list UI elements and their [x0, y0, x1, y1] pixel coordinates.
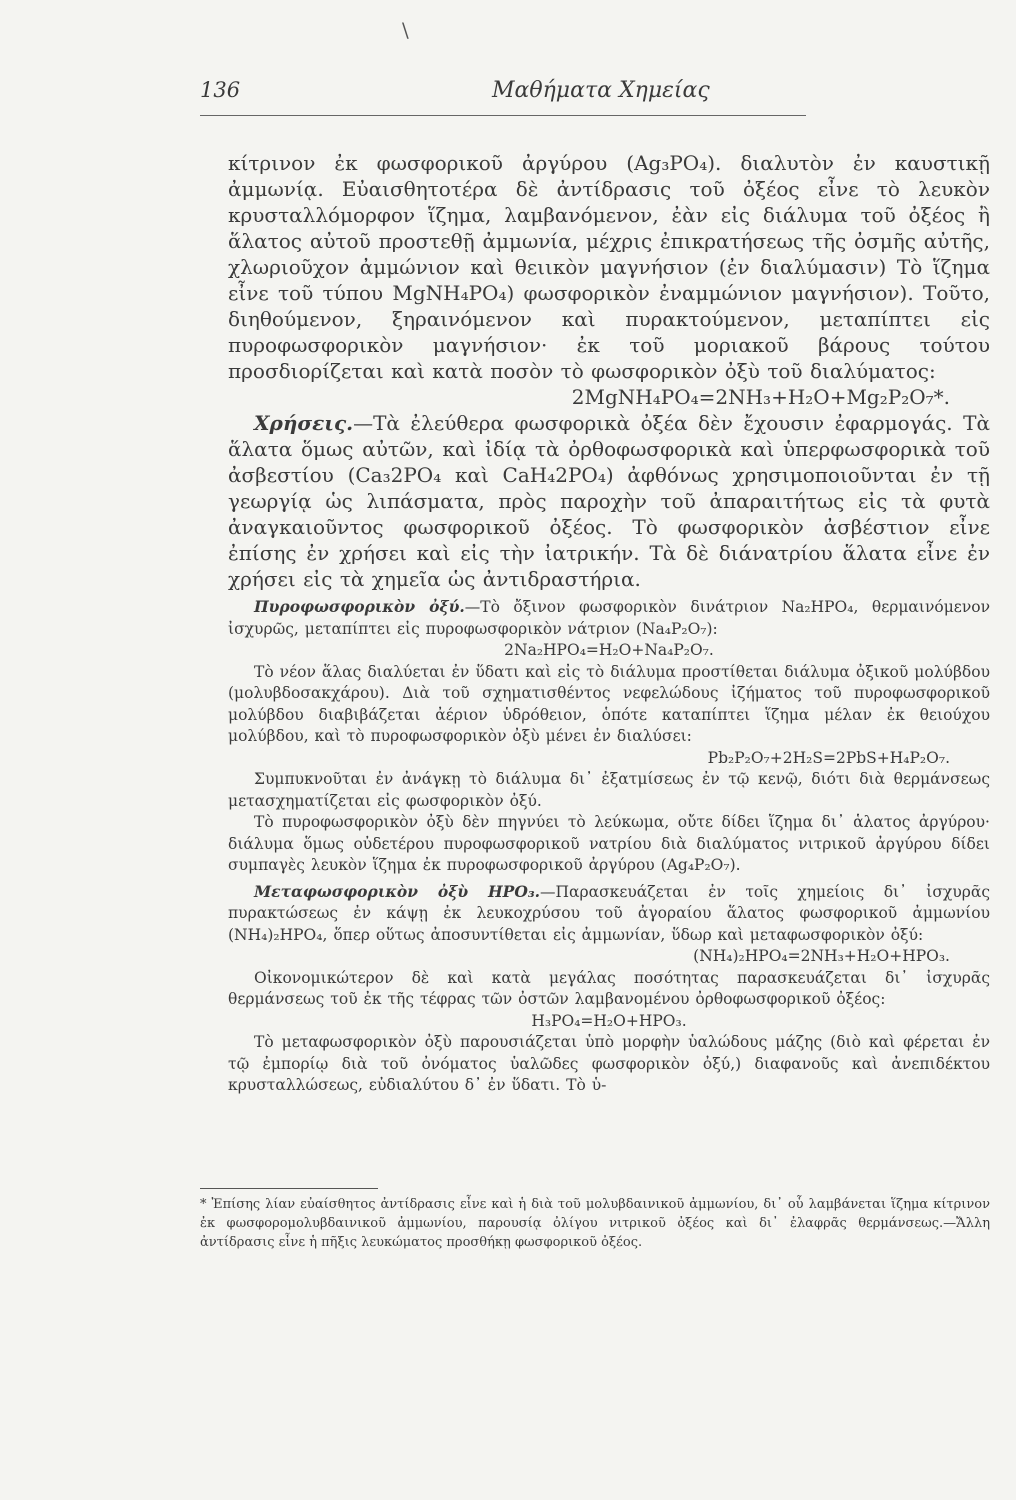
equation-magnesium: 2MgNH₄PO₄=2NH₃+H₂O+Mg₂P₂O₇*.	[571, 385, 950, 409]
pyro-heading: Πυροφωσφορικὸν ὀξύ.	[254, 597, 465, 616]
equation-ammonium: (NH₄)₂HPO₄=2NH₃+H₂O+HPO₃.	[693, 947, 950, 965]
paragraph-metaphosphoric	[228, 881, 990, 947]
paragraph-concentration: Συμπυκνοῦται ἐν ἀνάγκῃ τὸ διάλυμα δι᾿ ἐξατμίσεως ἐν τῷ κενῷ, διότι διὰ θερμάνσεως μετασχηματίζεται εἰς φωσφορικὸν ὀξύ.	[228, 770, 990, 810]
paragraph-lead-salt: Τὸ νέον ἅλας διαλύεται ἐν ὕδατι καὶ εἰς τὸ διάλυμα προστίθεται διάλυμα ὀξικοῦ μολύβδου (μολυβδοσακχάρου). Διὰ τοῦ σχηματισθέντος νεφελώδους ἰζήματος τοῦ πυροφωσφορικοῦ μολύβδου διαβιβάζεται ἀέριον ὑδρόθειον, ὁπότε καταπίπτει ἵζημα μέλαν ἐκ θειούχου μολύβδου, καὶ τὸ πυροφωσφορικὸν ὀξὺ μένει ἐν διαλύσει:	[228, 662, 990, 745]
uses-heading: Χρήσεις.	[254, 411, 354, 435]
paragraph-pyrophosphoric	[228, 596, 990, 640]
pyro-text: —Τὸ ὄξινον φωσφορικὸν δινάτριον Na₂HPO₄, θερμαινόμενον ἰσχυρῶς, μεταπίπτει εἰς πυροφωσφορικὸν νάτριον (Na₄P₂O₇):	[228, 598, 990, 638]
equation-orthophosphoric: H₃PO₄=H₂O+HPO₃.	[531, 1011, 687, 1030]
footnote-rule	[200, 1188, 378, 1189]
paragraph-uses	[228, 410, 990, 592]
page-body	[228, 150, 990, 1097]
running-title: Μαθήματα Χημείας	[492, 78, 710, 103]
header-rule	[200, 115, 806, 116]
stray-mark: \	[402, 18, 409, 42]
meta-heading: Μεταφωσφορικὸν ὀξὺ HPO₃.	[254, 881, 541, 901]
equation-sodium-pyro: 2Na₂HPO₄=H₂O+Na₄P₂O₇.	[504, 641, 714, 659]
uses-text: —Τὰ ἐλεύθερα φωσφορικὰ ὀξέα δὲν ἔχουσιν ἐφαρμογάς. Τὰ ἅλατα ὅμως αὐτῶν, καὶ ἰδίᾳ τὰ ὀρθοφωσφορικὰ καὶ ὑπερφωσφορικὰ τοῦ ἀσβεστίου (Ca₃2PO₄ καὶ CaH₄2PO₄) ἀφθόνως χρησιμοποιοῦνται ἐν τῇ γεωργίᾳ ὡς λιπάσματα, πρὸς παροχὴν τοῦ ἀπαραιτήτως εἰς τὰ φυτὰ ἀναγκαιοῦντος φωσφορικοῦ ὀξέος. Τὸ φωσφορικὸν ἀσβέστιον εἶνε ἐπίσης ἐν χρήσει καὶ εἰς τὴν ἰατρικήν. Τὰ δὲ διάνατρίου ἅλατα εἶνε ἐν χρήσει εἰς τὰ χημεῖα ὡς ἀντιδραστήρια.	[228, 411, 990, 591]
equation-lead: Pb₂P₂O₇+2H₂S=2PbS+H₄P₂O₇.	[707, 748, 950, 767]
paragraph-reactions: κίτρινον ἐκ φωσφορικοῦ ἀργύρου (Ag₃PO₄). διαλυτὸν ἐν καυστικῇ ἀμμωνίᾳ. Εὐαισθητοτέρα δὲ ἀντίδρασις τοῦ ὀξέος εἶνε τὸ λευκὸν κρυσταλλόμορφον ἵζημα, λαμβανόμενον, ἐὰν εἰς διάλυμα τοῦ ὀξέος ἢ ἅλατος αὐτοῦ προστεθῇ ἀμμωνία, μέχρις ἐπικρατήσεως τῆς ὀσμῆς αὐτῆς, χλωριοῦχον ἀμμώνιον καὶ θειικὸν μαγνήσιον (ἐν διαλύμασιν) Τὸ ἵζημα εἶνε τοῦ τύπου MgNH₄PO₄) φωσφορικὸν ἐναμμώνιον μαγνήσιον). Τοῦτο, διηθούμενον, ξηραινόμενον καὶ πυρακτούμενον, μεταπίπτει εἰς πυροφωσφορικὸν μαγνήσιον· ἐκ τοῦ μοριακοῦ βάρους τούτου προσδιορίζεται καὶ κατὰ ποσὸν τὸ φωσφορικὸν ὀξὺ τοῦ διαλύματος:	[228, 151, 990, 383]
paragraph-properties: Τὸ πυροφωσφορικὸν ὀξὺ δὲν πηγνύει τὸ λεύκωμα, οὔτε δίδει ἵζημα δι᾿ ἁλατος ἀργύρου· διάλυμα ὅμως οὐδετέρου πυροφωσφορικοῦ νατρίου διὰ διαλύματος νιτρικοῦ ἀργύρου δίδει συμπαγὲς λευκὸν ἵζημα ἐκ πυροφωσφορικοῦ ἀργύρου (Ag₄P₂O₇).	[228, 813, 990, 874]
paragraph-glassy: Τὸ μεταφωσφορικὸν ὀξὺ παρουσιάζεται ὑπὸ μορφὴν ὑαλώδους μάζης (διὸ καὶ φέρεται ἐν τῷ ἐμπορίῳ διὰ τοῦ ὀνόματος ὑαλῶδες φωσφορικὸν ὀξύ,) διαφανοῦς καὶ ἀνεπιδέκτου κρυσταλλώσεως, εὐδιαλύτου δ᾿ ἐν ὕδατι. Τὸ ὑ-	[228, 1033, 990, 1094]
meta-text: —Παρασκευάζεται ἐν τοῖς χημείοις δι᾿ ἰσχυρᾶς πυρακτώσεως ἐν κάψῃ ἐκ λευκοχρύσου τοῦ ἀγοραίου ἅλατος φωσφορικοῦ ἀμμωνίου (NH₄)₂HPO₄, ὅπερ οὕτως ἀποσυντίθεται εἰς ἀμμωνίαν, ὕδωρ καὶ μεταφωσφορικὸν ὀξύ:	[228, 882, 990, 944]
footnote: * Ἐπίσης λίαν εὐαίσθητος ἀντίδρασις εἶνε καὶ ἡ διὰ τοῦ μολυβδαινικοῦ ἀμμωνίου, δι᾿ οὗ λαμβάνεται ἵζημα κίτρινον ἐκ φωσφορομολυβδαινικοῦ ἀμμωνίου, παρουσίᾳ ὀλίγου νιτρικοῦ ὀξέος καὶ δι᾿ ἐλαφρᾶς θερμάνσεως.—Ἄλλη ἀντίδρασις εἶνε ἡ πῆξις λευκώματος προσθήκῃ φωσφορικοῦ ὀξέος.	[200, 1197, 990, 1250]
page-number: 136	[200, 78, 241, 102]
paragraph-economic-prep: Οἰκονομικώτερον δὲ καὶ κατὰ μεγάλας ποσότητας παρασκευάζεται δι᾿ ἰσχυρᾶς θερμάνσεως τοῦ ἐκ τῆς τέφρας τῶν ὀστῶν λαμβανομένου ὀρθοφωσφορικοῦ ὀξέος:	[228, 968, 990, 1008]
page-header	[200, 78, 816, 112]
